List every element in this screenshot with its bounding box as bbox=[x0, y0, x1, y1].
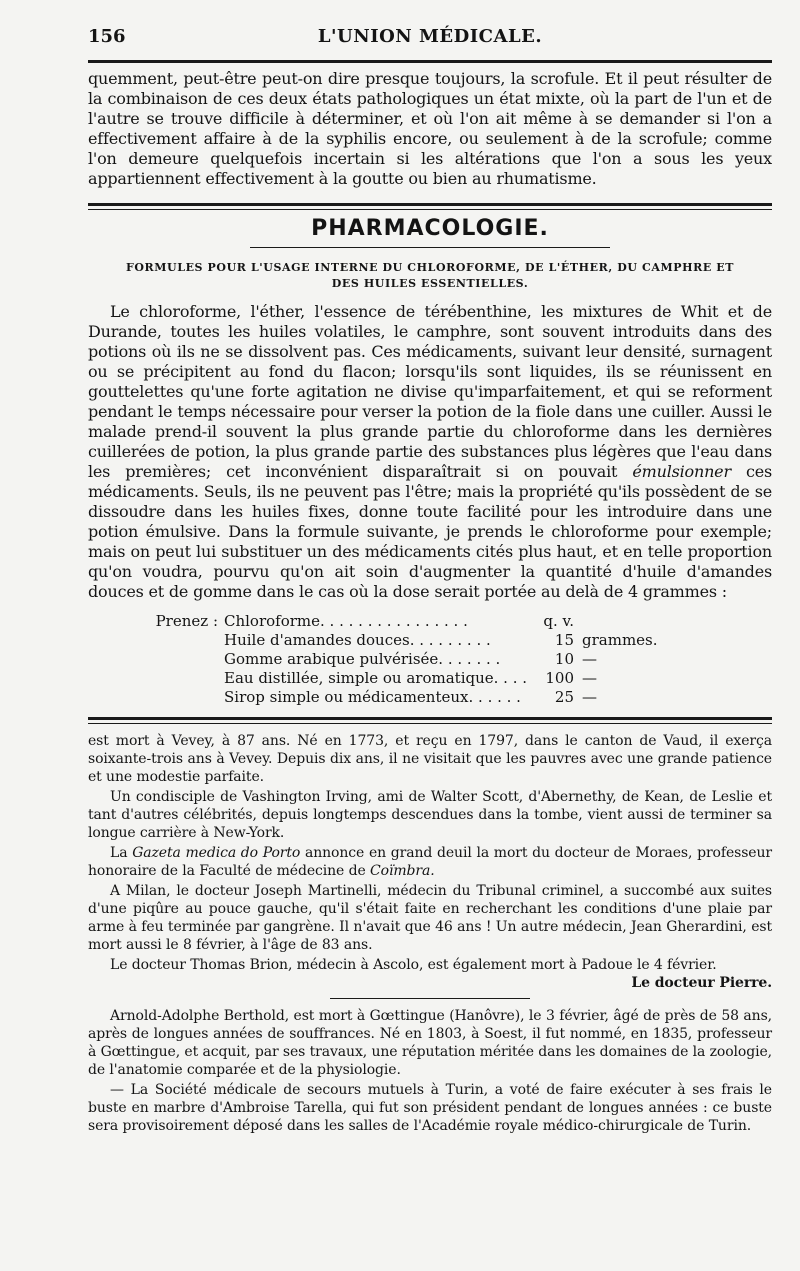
recipe-row bbox=[88, 669, 772, 688]
section-divider bbox=[88, 203, 772, 210]
signature: Le docteur Pierre. bbox=[631, 975, 772, 991]
recipe-prefix bbox=[88, 688, 224, 707]
section-title-rule bbox=[250, 247, 610, 248]
news-text: La bbox=[110, 845, 133, 861]
footer-paragraph: — La Société médicale de secours mutuels à Turin, a voté de faire exécuter à ses frais le buste en marbre d'Ambroise Tarella, qui fut son président pendant de longues années : ce buste sera provisoirement déposé dans les salles de l'Académie royale médico-chirurgicale de Turin. bbox=[88, 1082, 772, 1134]
recipe-item: Huile d'amandes douces. . . . . . . . . bbox=[224, 631, 491, 649]
recipe-quantity: q. v. bbox=[543, 612, 574, 630]
recipe-row bbox=[88, 688, 772, 707]
recipe-quantity: 10 bbox=[554, 650, 574, 668]
news-text: annonce en grand deuil la mort du docteur de Moraes, professeur honoraire de la Faculté de médecine de bbox=[88, 845, 772, 879]
recipe-row bbox=[88, 612, 772, 631]
header-rule bbox=[88, 60, 772, 63]
page-header bbox=[88, 20, 772, 60]
intro-paragraph: quemment, peut-être peut-on dire presque toujours, la scrofule. Et il peut résulter de la combinaison de ces deux états pathologiques un état mixte, où la part de l'un et de l'autre se trouve difficile à déterminer, et où l'on ait même à se demander si l'on a effectivement affaire à de la syphilis encore, ou seulement à de la scrofule; comme l'on demeure quelquefois incertain si les altérations que l'on a sous les yeux appartiennent effectivement à la goutte ou bien au rhumatisme. bbox=[88, 69, 772, 188]
place-name: Coïmbra. bbox=[370, 863, 435, 879]
news-paragraph: A Milan, le docteur Joseph Martinelli, médecin du Tribunal criminel, a succombé aux suites d'une piqûre au pouce gauche, qu'il s'était faite en recherchant les conditions d'une plaie par arme à feu terminée par gangrène. Il n'avait que 46 ans ! Un autre médecin, Jean Gherardini, est mort aussi le 8 février, à l'âge de 83 ans. bbox=[88, 883, 772, 953]
recipe-table bbox=[88, 612, 772, 707]
recipe-item: Gomme arabique pulvérisée. . . . . . . bbox=[224, 650, 501, 668]
recipe-row bbox=[88, 650, 772, 669]
recipe-prefix bbox=[88, 650, 224, 669]
paragraph-emphasis: émulsionner bbox=[632, 462, 731, 481]
paragraph-text-after: ces médicaments. Seuls, ils ne peuvent pas l'être; mais la propriété qu'ils possèdent de se dissoudre dans les huiles fixes, donne toute facilité pour les introduire dans une potion émulsive. Dans la formule suivante, je prends le chloroforme pour exemple; mais on peut lui substituer un des médicaments cités plus haut, et en telle proportion qu'on voudra, pourvu qu'on ait soin d'augmenter la quantité d'huile d'amandes douces et de gomme dans le cas où la dose serait portée au delà de 4 grammes : bbox=[88, 462, 772, 601]
recipe-quantity: 100 bbox=[545, 669, 574, 687]
recipe-item: Sirop simple ou médicamenteux. . . . . . bbox=[224, 688, 521, 706]
page bbox=[88, 20, 772, 1135]
section-subheading bbox=[88, 260, 772, 292]
footer-paragraph: Arnold-Adolphe Berthold, est mort à Gœttingue (Hanôvre), le 3 février, âgé de près de 58 ans, après de longues années de souffrances. Né en 1803, à Soest, il fut nommé, en 1835, professeur à Gœttingue, et acquit, par ses travaux, une réputation méritée dans les domaines de la zoologie, de l'anatomie comparée et de la physiologie. bbox=[88, 1008, 772, 1078]
recipe-item: Chloroforme. . . . . . . . . . . . . . . . bbox=[224, 612, 468, 630]
recipe-item: Eau distillée, simple ou aromatique. . . . bbox=[224, 669, 528, 687]
news-paragraph: est mort à Vevey, à 87 ans. Né en 1773, et reçu en 1797, dans le canton de Vaud, il exerça soixante-trois ans à Vevey. Depuis dix ans, il ne visitait que les pauvres avec une grande patience et une modestie parfaite. bbox=[88, 733, 772, 785]
recipe-unit: — bbox=[582, 669, 597, 687]
recipe-row bbox=[88, 631, 772, 650]
recipe-unit: — bbox=[582, 650, 597, 668]
news-paragraph bbox=[88, 844, 772, 880]
running-title: L'UNION MÉDICALE. bbox=[317, 26, 543, 47]
news-paragraph: Le docteur Thomas Brion, médecin à Ascolo, est également mort à Padoue le 4 février. bbox=[110, 957, 717, 973]
section-title: PHARMACOLOGIE. bbox=[311, 216, 549, 241]
page-number: 156 bbox=[88, 26, 126, 47]
subheading-line-1: FORMULES POUR L'USAGE INTERNE DU CHLOROFORME, DE L'ÉTHER, DU CAMPHRE ET bbox=[125, 261, 735, 274]
recipe-unit bbox=[582, 612, 702, 631]
recipe-prefix: Prenez : bbox=[155, 612, 218, 630]
journal-title: Gazeta medica do Porto bbox=[132, 845, 301, 861]
recipe-prefix bbox=[88, 669, 224, 688]
news-section bbox=[88, 732, 772, 992]
recipe-unit: grammes. bbox=[582, 631, 658, 649]
footer-section bbox=[88, 1007, 772, 1135]
section-end-divider bbox=[88, 717, 772, 724]
subheading-line-2: DES HUILES ESSENTIELLES. bbox=[331, 277, 529, 290]
recipe-unit: — bbox=[582, 688, 597, 706]
footer-divider bbox=[330, 998, 530, 999]
recipe-prefix bbox=[88, 631, 224, 650]
recipe-quantity: 25 bbox=[554, 688, 574, 706]
recipe-quantity: 15 bbox=[554, 631, 574, 649]
pharmacology-paragraph bbox=[88, 302, 772, 602]
paragraph-text-before: Le chloroforme, l'éther, l'essence de térébenthine, les mixtures de Whit et de Durande, toutes les huiles volatiles, le camphre, sont souvent introduits dans des potions où ils ne se dissolvent pas. Ces médicaments, suivant leur densité, surnagent ou se précipitent au fond du flacon; lorsqu'ils sont liquides, ils se réunissent en gouttelettes qu'une forte agitation ne divise qu'imparfaitement, et qui se reforment pendant le temps nécessaire pour verser la potion de la fiole dans une cuiller. Aussi le malade prend-il souvent la plus grande partie du chloroforme dans les dernières cuillerées de potion, la plus grande partie des substances plus légères que l'eau dans les premières; cet inconvénient disparaîtrait si on pouvait bbox=[88, 302, 772, 481]
news-paragraph: Un condisciple de Vashington Irving, ami de Walter Scott, d'Abernethy, de Kean, de Leslie et tant d'autres célébrités, depuis longtemps descendues dans la tombe, vient aussi de terminer sa longue carrière à New-York. bbox=[88, 789, 772, 841]
